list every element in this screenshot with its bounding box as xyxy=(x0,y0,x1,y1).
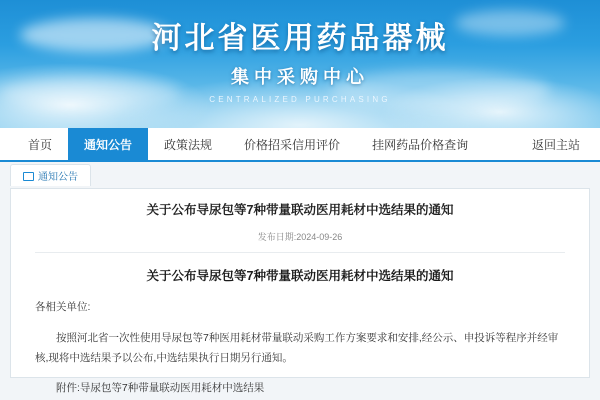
site-title-sub: 集中采购中心 xyxy=(231,67,369,88)
document-salutation: 各相关单位: xyxy=(35,300,91,313)
main-navigation xyxy=(0,128,600,162)
nav-item-credit-evaluation[interactable]: 价格招采信用评价 xyxy=(244,137,341,152)
site-banner xyxy=(0,0,600,128)
breadcrumb-label: 通知公告 xyxy=(38,172,78,183)
banner-text-block xyxy=(0,0,600,104)
nav-item-price-query[interactable]: 挂网药品价格查询 xyxy=(372,137,469,152)
document-paragraph-1: 按照河北省一次性使用导尿包等7种医用耗材带量联动采购工作方案要求和安排,经公示、申投诉等程序并经审核,现将中选结果予以公布,中选结果执行日期另行通知。 xyxy=(35,332,559,365)
nav-item-home[interactable]: 首页 xyxy=(28,137,53,152)
site-title-main: 河北省医用药品器械 xyxy=(151,21,449,56)
document-card xyxy=(10,188,590,395)
nav-item-notice[interactable]: 通知公告 xyxy=(68,128,148,160)
document-publish-date: 发布日期:2024-09-26 xyxy=(35,230,565,253)
site-title-english: CENTRALIZED PURCHASING xyxy=(209,95,391,104)
breadcrumb-tab-notice[interactable] xyxy=(10,164,91,186)
document-header-title: 关于公布导尿包等7种带量联动医用耗材中选结果的通知 xyxy=(146,203,454,217)
document-body-title: 关于公布导尿包等7种带量联动医用耗材中选结果的通知 xyxy=(146,268,454,283)
folder-icon xyxy=(23,171,33,181)
document-attachment[interactable]: 附件:导尿包等7种带量联动医用耗材中选结果 xyxy=(56,382,265,395)
nav-spacer xyxy=(484,128,516,160)
nav-item-back-to-main[interactable]: 返回主站 xyxy=(531,137,580,152)
breadcrumb xyxy=(0,162,600,188)
nav-item-policy[interactable]: 政策法规 xyxy=(164,137,213,152)
